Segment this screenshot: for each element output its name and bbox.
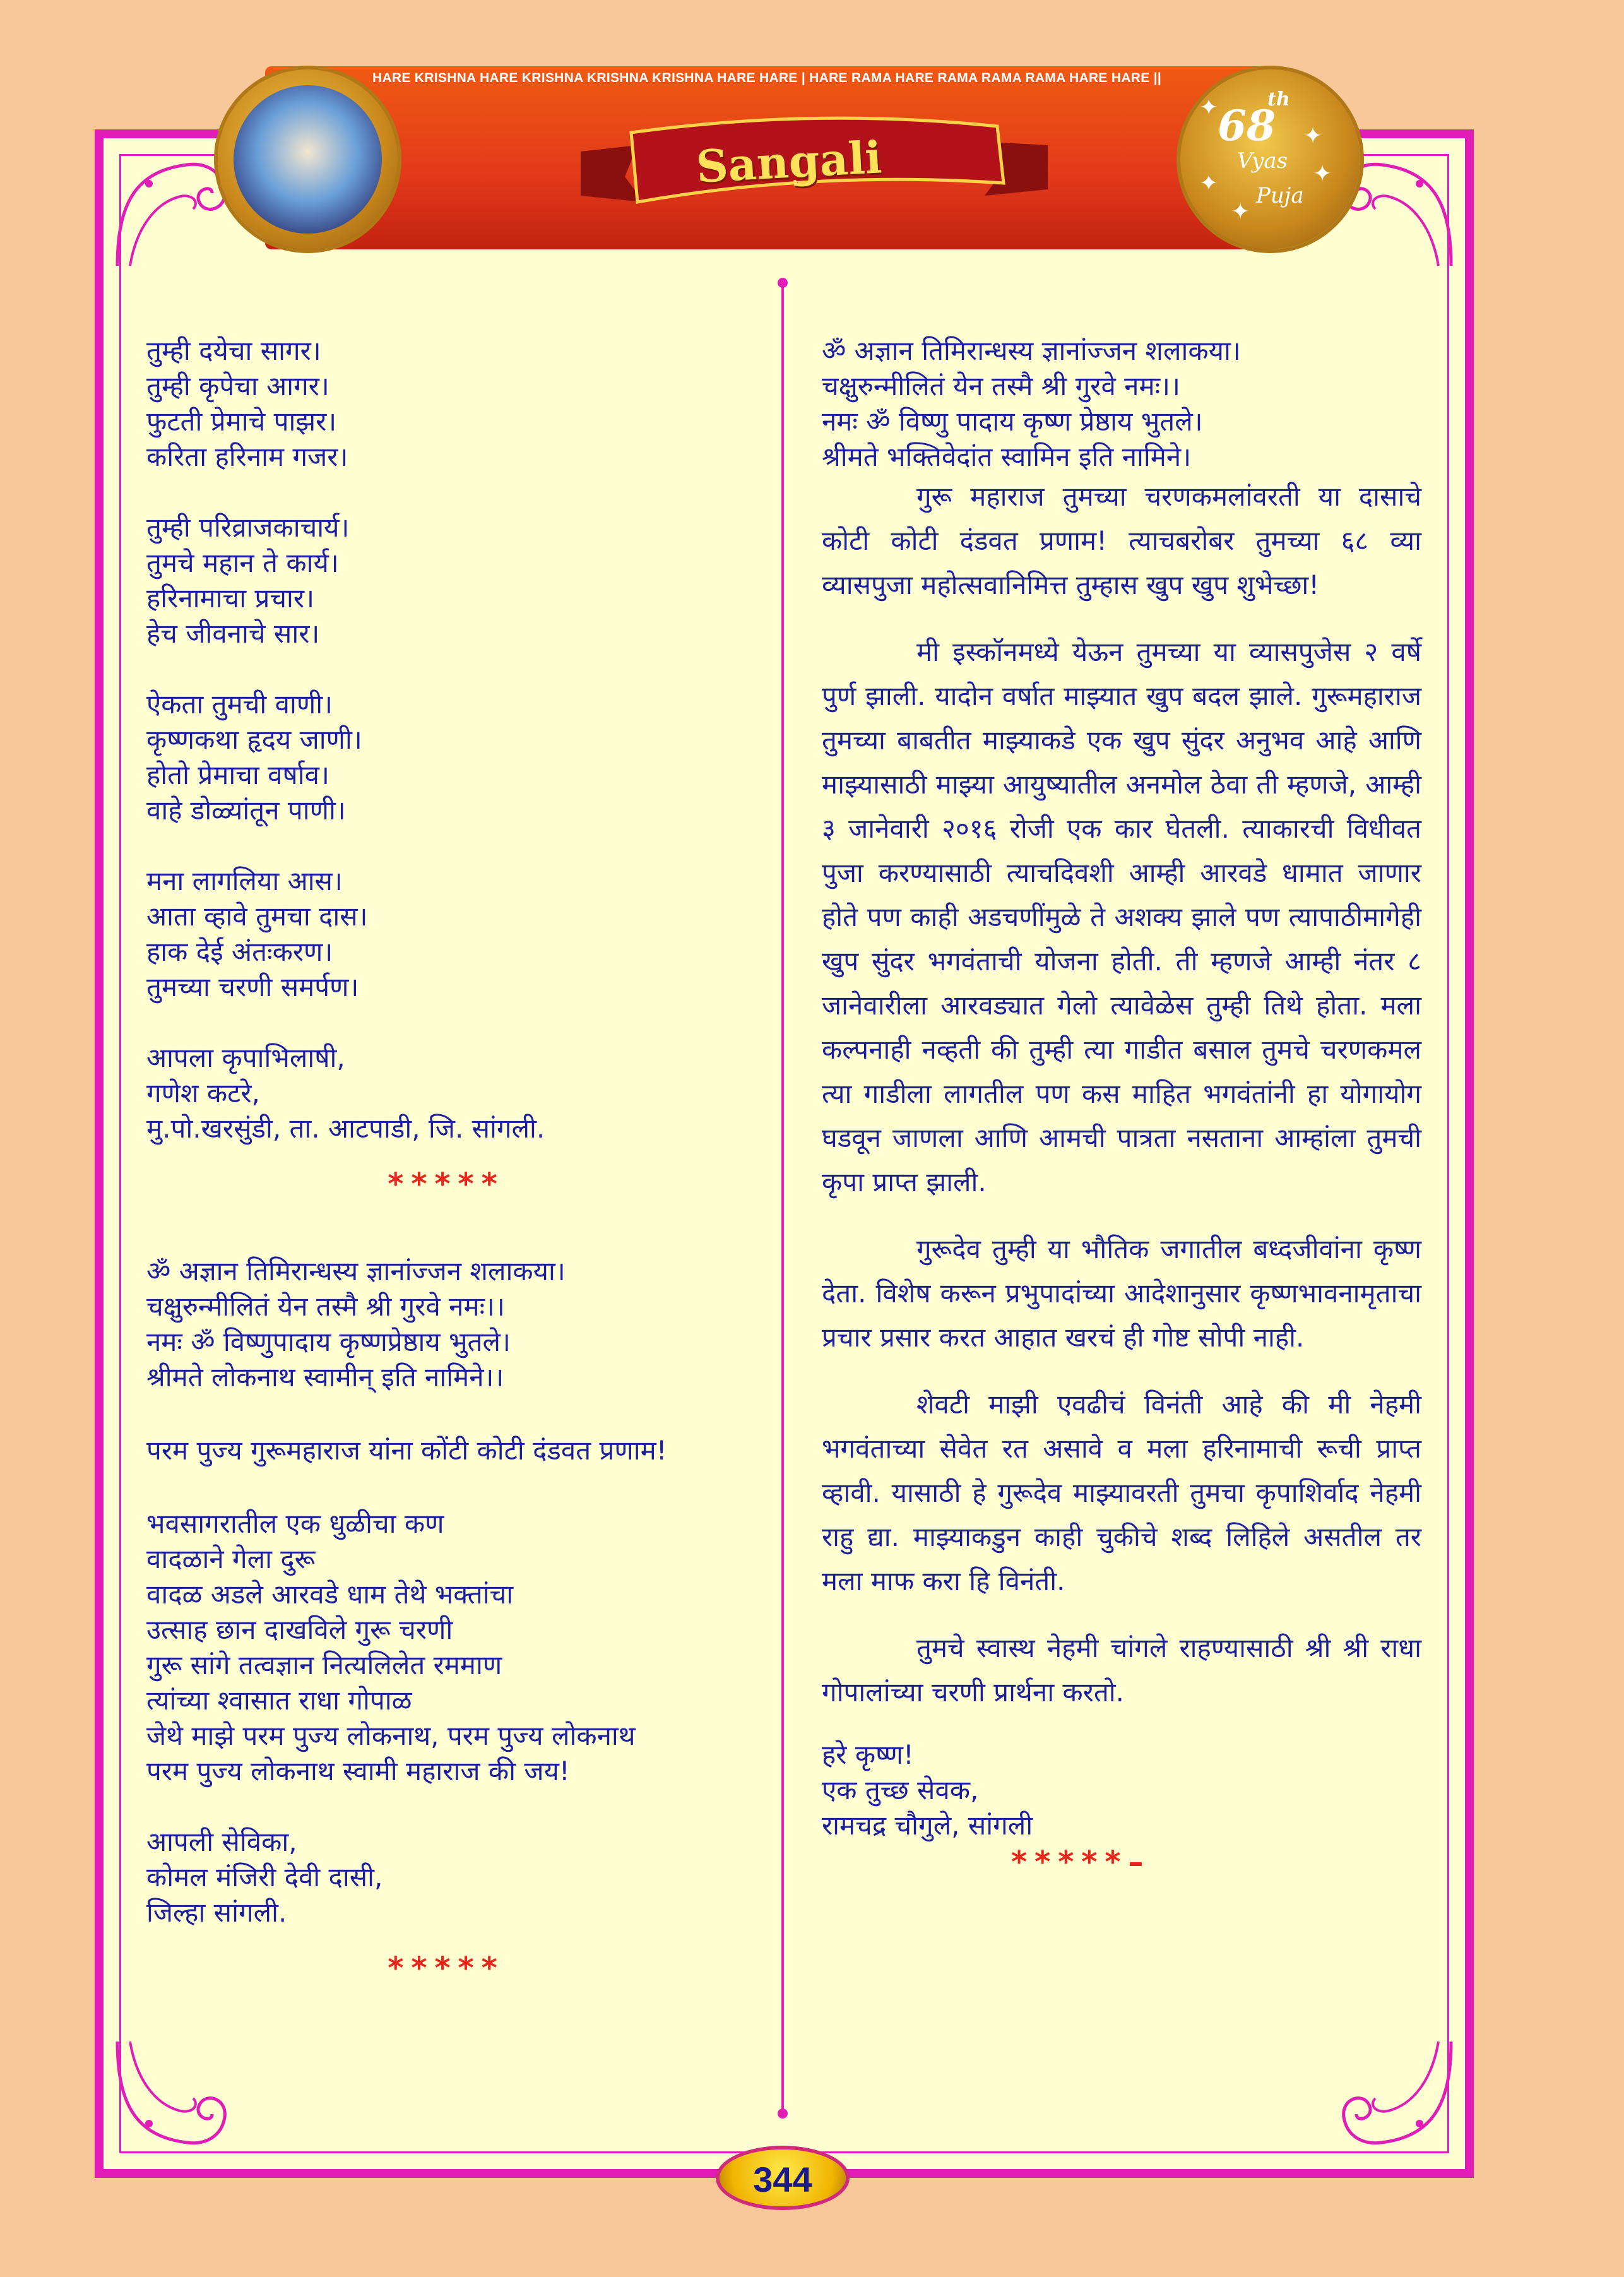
corner-ornament-icon xyxy=(1331,2035,1457,2161)
star-icon: ✦ xyxy=(1199,170,1219,196)
poem-line: मना लागलिया आस। xyxy=(146,865,343,896)
poem-line: परम पुज्य लोकनाथ स्वामी महाराज की जय! xyxy=(146,1756,570,1787)
signature-line: आपली सेविका, xyxy=(146,1826,297,1857)
section-stars: ***** xyxy=(388,1951,505,1986)
greeting-paragraph: परम पुज्य गुरूमहाराज यांना कोंटी कोटी दंडवत प्रणाम! xyxy=(146,1435,667,1466)
poem-line: फुटती प्रेमाचे पाझर। xyxy=(146,406,337,437)
signature-line: कोमल मंजिरी देवी दासी, xyxy=(146,1862,383,1893)
page-number: 344 xyxy=(753,2160,812,2199)
prayer-line: श्रीमते भक्तिवेदांत स्वामिन इति नामिने। xyxy=(822,441,1192,472)
column-divider xyxy=(781,283,784,2114)
poem-line: तुम्ही कृपेचा आगर। xyxy=(146,371,329,401)
signature-line: एक तुच्छ सेवक, xyxy=(822,1775,979,1805)
corner-ornament-icon xyxy=(111,2035,237,2161)
poem-line: वाहे डोळ्यांतून पाणी। xyxy=(146,795,346,826)
deity-image xyxy=(234,85,382,234)
page-title: Sangali xyxy=(694,131,884,193)
poem-line: होतो प्रेमाचा वर्षाव। xyxy=(146,759,329,790)
section-stars: *****– xyxy=(1011,1845,1151,1880)
badge-suffix: th xyxy=(1267,88,1290,110)
letter-paragraph: गुरू महाराज तुमच्या चरणकमलांवरती या दासाचे कोटी कोटी दंडवत प्रणाम! त्याचबरोबर तुमच्या ६८ व्या व्यासपुजा महोत्सवानिमित्त तुम्हास खुप खुप शुभेच्छा! xyxy=(822,481,1421,600)
badge-puja: Puja xyxy=(1256,183,1304,208)
letter-paragraph: मी इस्कॉनमध्ये येऊन तुमच्या या व्यासपुजेस २ वर्षे पुर्ण झाली. यादोन वर्षात माझ्यात खुप बदल झाले. गुरूमहाराज तुमच्या बाबतीत माझ्याकडे एक खुप सुंदर अनुभव आहे आणि माझ्यासाठी माझ्या आयुष्यातील अनमोल ठेवा ती म्हणजे, आम्ही ३ जानेवारी २०१६ रोजी एक कार घेतली. त्याकारची विधीवत पुजा करण्यासाठी त्याचदिवशी आम्ही आरवडे धामात जाणार होते पण काही अडचणींमुळे ते अशक्य झाले पण त्यापाठीमागेही खुप सुंदर भगवंताची योजना होती. ती म्हणजे आम्ही नंतर ८ जानेवारीला आरवड्यात गेलो त्यावेळेस तुम्ही तिथे होता. मला कल्पनाही नव्हती की तुम्ही त्या गाडीत बसाल तुमचे चरणकमल त्या गाडीला लागतील पण कस माहित भगवंतांनी हा योगायोग घडवून जाणला आणि आमची पात्रता नसताना आम्हांला तुमची कृपा प्राप्त झाली. xyxy=(822,636,1421,1198)
poem-line: भवसागरातील एक धुळीचा कण xyxy=(146,1508,444,1539)
poem-line: तुम्ही दयेचा सागर। xyxy=(146,335,321,366)
signature-line: गणेश कटरे, xyxy=(146,1078,260,1109)
signature-line: जिल्हा सांगली. xyxy=(146,1897,287,1928)
badge-number: 68 xyxy=(1218,101,1276,150)
poem-line: हरिनामाचा प्रचार। xyxy=(146,583,314,614)
poem-line: तुमचे महान ते कार्य। xyxy=(146,547,339,578)
star-icon: ✦ xyxy=(1199,95,1219,121)
prayer-line: ॐ अज्ञान तिमिरान्धस्य ज्ञानांज्जन शलाकया। xyxy=(822,335,1241,366)
left-column xyxy=(146,333,746,1994)
letter-paragraph: तुमचे स्वास्थ नेहमी चांगले राहण्यासाठी श्री श्री राधा गोपालांच्या चरणी प्रार्थना करतो. xyxy=(822,1632,1421,1708)
signature-line: मु.पो.खरसुंडी, ता. आटपाडी, जि. सांगली. xyxy=(146,1113,545,1144)
star-icon: ✦ xyxy=(1313,161,1332,187)
signature-line: रामचद्र चौगुले, सांगली xyxy=(822,1810,1033,1841)
poem-line: कृष्णकथा हृदय जाणी। xyxy=(146,724,362,755)
poem-line: वादळ अडले आरवडे धाम तेथे भक्तांचा xyxy=(146,1579,514,1610)
section-stars: ***** xyxy=(388,1167,505,1202)
poem-line: उत्साह छान दाखविले गुरू चरणी xyxy=(146,1614,453,1645)
poem-line: हाक देई अंतःकरण। xyxy=(146,936,333,967)
poem-line: त्यांच्या श्वासात राधा गोपाळ xyxy=(146,1685,412,1716)
poem-line: ऐकता तुमची वाणी। xyxy=(146,689,333,720)
poem-line: करिता हरिनाम गजर। xyxy=(146,441,348,472)
header-mantra: HARE KRISHNA HARE KRISHNA KRISHNA KRISHNA HARE HARE | HARE RAMA HARE RAMA RAMA RAMA HARE HARE || xyxy=(372,71,1162,85)
prayer-line: नमः ॐ विष्णुपादाय कृष्णप्रेष्ठाय भुतले। xyxy=(146,1326,511,1357)
poem-line: तुम्ही परिव्राजकाचार्य। xyxy=(146,512,350,543)
poem-line: तुमच्या चरणी समर्पण। xyxy=(146,972,359,1002)
divider-dot-bottom xyxy=(778,2108,788,2119)
poem-line: वादळाने गेला दुरू xyxy=(146,1543,316,1574)
right-column xyxy=(822,333,1421,1881)
poem-line: जेथे माझे परम पुज्य लोकनाथ, परम पुज्य लोकनाथ xyxy=(146,1720,636,1751)
prayer-line: नमः ॐ विष्णु पादाय कृष्ण प्रेष्ठाय भुतले। xyxy=(822,406,1203,437)
letter-paragraph: गुरूदेव तुम्ही या भौतिक जगातील बध्दजीवांना कृष्ण देता. विशेष करून प्रभुपादांच्या आदेशानुसार कृष्णभावनामृताचा प्रचार प्रसार करत आहात खरचं ही गोष्ट सोपी नाही. xyxy=(822,1234,1421,1353)
signature-line: हरे कृष्ण! xyxy=(822,1739,914,1770)
star-icon: ✦ xyxy=(1231,199,1250,225)
prayer-line: चक्षुरुन्मीलितं येन तस्मै श्री गुरवे नमः।। xyxy=(146,1291,505,1322)
poem-line: आता व्हावे तुमचा दास। xyxy=(146,901,368,932)
letter-paragraph: शेवटी माझी एवढीचं विनंती आहे की मी नेहमी भगवंताच्या सेवेत रत असावे व मला हरिनामाची रूची प्राप्त व्हावी. यासाठी हे गुरूदेव माझ्यावरती तुमचा कृपाशिर्वाद नेहमी राहु द्या. माझ्याकडुन काही चुकीचे शब्द लिहिले असतील तर मला माफ करा हि विनंती. xyxy=(822,1389,1421,1596)
star-icon: ✦ xyxy=(1303,123,1323,149)
poem-line: गुरू सांगे तत्वज्ञान नित्यलिलेत रममाण xyxy=(146,1650,502,1680)
signature-line: आपला कृपाभिलाषी, xyxy=(146,1042,345,1073)
poem-line: हेच जीवनाचे सार। xyxy=(146,618,320,649)
divider-dot-top xyxy=(778,278,788,288)
prayer-line: चक्षुरुन्मीलितं येन तस्मै श्री गुरवे नमः।। xyxy=(822,371,1180,401)
badge-vyas: Vyas xyxy=(1237,148,1288,174)
prayer-line: ॐ अज्ञान तिमिरान्धस्य ज्ञानांज्जन शलाकया। xyxy=(146,1256,566,1287)
prayer-line: श्रीमते लोकनाथ स्वामीन् इति नामिने।। xyxy=(146,1362,504,1393)
